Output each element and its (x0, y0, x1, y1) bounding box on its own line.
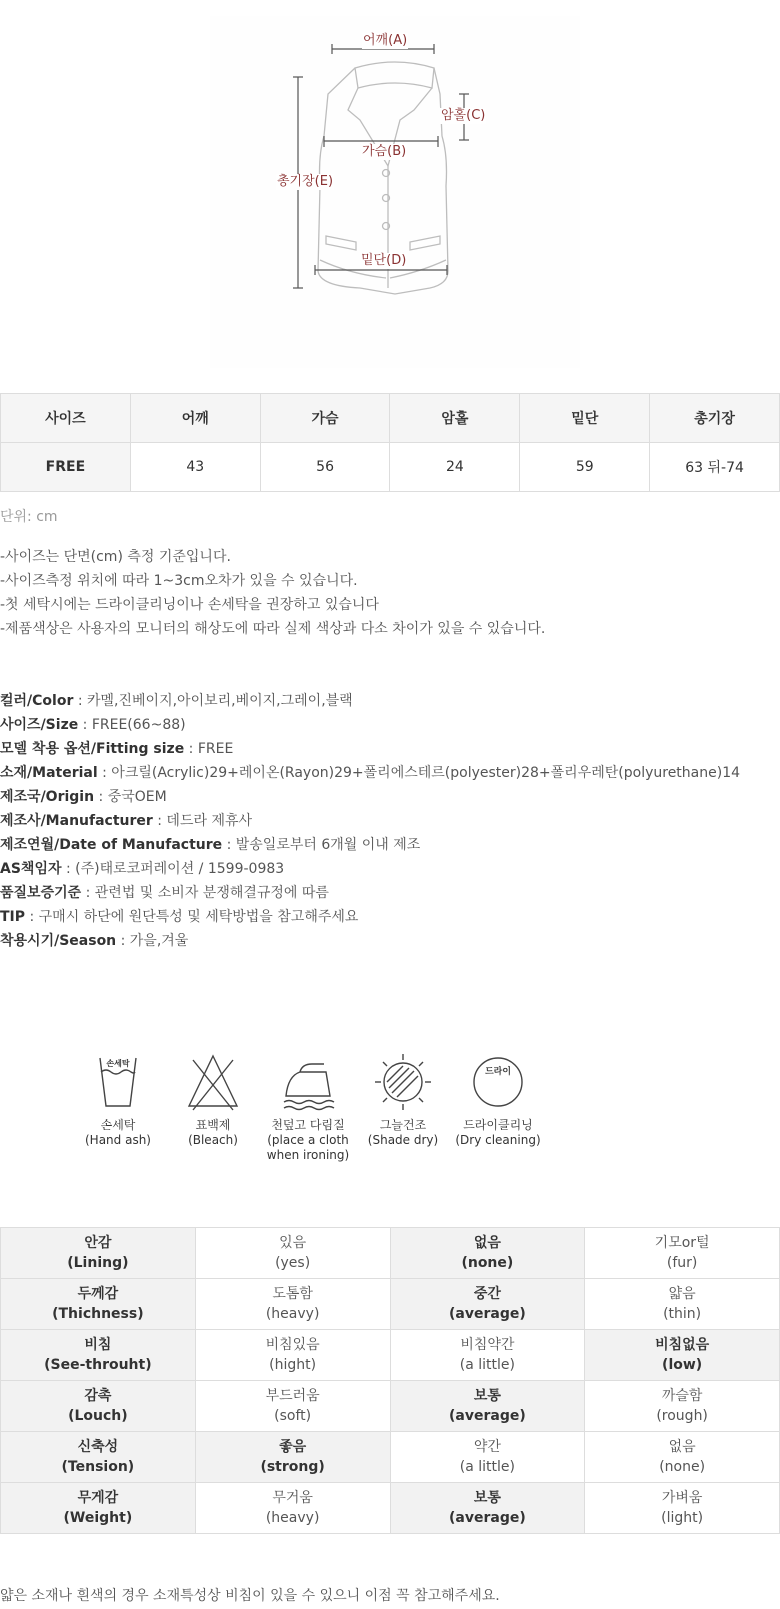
length-value: 63 뒤-74 (650, 443, 780, 492)
attr-option: 얇음 (thin) (585, 1279, 780, 1330)
spec-quality: 품질보증기준 : 관련법 및 소비자 분쟁해결규정에 따름 (0, 885, 329, 901)
unit-label: 단위: cm (0, 509, 58, 525)
table-row (1, 1483, 780, 1534)
care-no-bleach: 표백제 (Bleach) (165, 1052, 261, 1148)
attr-name: 안감 (Lining) (1, 1228, 196, 1279)
attr-name: 두께감 (Thichness) (1, 1279, 196, 1330)
spec-color: 컬러/Color : 카멜,진베이지,아이보리,베이지,그레이,블랙 (0, 693, 353, 709)
attr-option: 도톰함 (heavy) (195, 1279, 390, 1330)
header-armhole: 암홀 (390, 394, 520, 443)
spec-as: AS책임자 : (주)태로코퍼레이션 / 1599-0983 (0, 861, 285, 877)
attr-name: 신축성 (Tension) (1, 1432, 196, 1483)
transparency-note: 얇은 소재나 흰색의 경우 소재특성상 비침이 있을 수 있으니 이점 꼭 참고해주세요. (0, 1588, 500, 1604)
no-bleach-icon (183, 1052, 243, 1112)
attr-option: 무거움 (heavy) (195, 1483, 390, 1534)
table-row (1, 1228, 780, 1279)
attr-name: 감촉 (Louch) (1, 1381, 196, 1432)
size-value: FREE (1, 443, 131, 492)
spec-origin: 제조국/Origin : 중국OEM (0, 789, 167, 805)
attr-option-selected: 보통 (average) (390, 1483, 585, 1534)
svg-text:드라이: 드라이 (484, 1067, 512, 1077)
size-notes (0, 545, 545, 641)
measurement-diagram (210, 16, 580, 368)
armhole-label: 암홀(C) (441, 108, 486, 123)
care-shade-dry: 그늘건조 (Shade dry) (355, 1052, 451, 1148)
armhole-value: 24 (390, 443, 520, 492)
attr-option-selected: 중간 (average) (390, 1279, 585, 1330)
hem-label: 밑단(D) (361, 253, 407, 268)
spec-date: 제조연월/Date of Manufacture : 발송일로부터 6개월 이내 제조 (0, 837, 421, 853)
size-table (0, 393, 780, 492)
attr-option: 가벼움 (light) (585, 1483, 780, 1534)
header-shoulder: 어깨 (130, 394, 260, 443)
chest-label: 가슴(B) (362, 144, 407, 159)
attr-option: 있음 (yes) (195, 1228, 390, 1279)
care-hand-wash: 손세탁 손세탁 (Hand ash) (70, 1052, 166, 1148)
attr-option-selected: 없음 (none) (390, 1228, 585, 1279)
table-row (1, 1381, 780, 1432)
shoulder-value: 43 (130, 443, 260, 492)
attr-option: 비침있음 (hight) (195, 1330, 390, 1381)
chest-value: 56 (260, 443, 390, 492)
hand-wash-icon (88, 1052, 148, 1112)
attr-name: 무게감 (Weight) (1, 1483, 196, 1534)
attr-option-selected: 비침없음 (low) (585, 1330, 780, 1381)
attr-name: 비침 (See-throuht) (1, 1330, 196, 1381)
attr-option: 비침약간 (a little) (390, 1330, 585, 1381)
table-row (1, 1432, 780, 1483)
attr-option: 기모or털 (fur) (585, 1228, 780, 1279)
product-specs (0, 689, 740, 953)
note-line: -제품색상은 사용자의 모니터의 해상도에 따라 실제 색상과 다소 차이가 있을 수 있습니다. (0, 621, 546, 637)
note-line: -사이즈측정 위치에 따라 1~3cm오차가 있을 수 있습니다. (0, 573, 358, 589)
attr-option: 없음 (none) (585, 1432, 780, 1483)
spec-size: 사이즈/Size : FREE(66~88) (0, 717, 186, 733)
note-line: -첫 세탁시에는 드라이클리닝이나 손세탁을 권장하고 있습니다 (0, 597, 379, 613)
dry-clean-icon (468, 1052, 528, 1112)
hem-value: 59 (520, 443, 650, 492)
size-table-header (1, 394, 780, 443)
spec-season: 착용시기/Season : 가을,겨울 (0, 933, 189, 949)
header-chest: 가슴 (260, 394, 390, 443)
table-row (1, 1330, 780, 1381)
spec-manufacturer: 제조사/Manufacturer : 데드라 제휴사 (0, 813, 253, 829)
spec-fitting-size: 모델 착용 옵션/Fitting size : FREE (0, 741, 234, 757)
shoulder-label: 어깨(A) (363, 33, 408, 48)
care-instructions (70, 1052, 540, 1182)
spec-material: 소재/Material : 아크릴(Acrylic)29+레이온(Rayon)29+폴리에스테르(polyester)28+폴리우레탄(polyurethane)14 (0, 765, 741, 781)
length-label: 총기장(E) (277, 174, 334, 189)
attr-option-selected: 좋음 (strong) (195, 1432, 390, 1483)
attr-option: 까슬함 (rough) (585, 1381, 780, 1432)
care-iron: 천덮고 다림질 (place a cloth when ironing) (260, 1052, 356, 1163)
vest-outline-icon (210, 16, 580, 368)
attr-option: 약간 (a little) (390, 1432, 585, 1483)
attr-option: 부드러움 (soft) (195, 1381, 390, 1432)
header-length: 총기장 (650, 394, 780, 443)
care-dry-clean: 드라이 드라이클리닝 (Dry cleaning) (450, 1052, 546, 1148)
fabric-attribute-table (0, 1227, 780, 1534)
iron-with-cloth-icon (278, 1052, 338, 1112)
header-hem: 밑단 (520, 394, 650, 443)
shade-dry-icon (373, 1052, 433, 1112)
spec-tip: TIP : 구매시 하단에 원단특성 및 세탁방법을 참고해주세요 (0, 909, 359, 925)
note-line: -사이즈는 단면(cm) 측정 기준입니다. (0, 549, 231, 565)
table-row (1, 443, 780, 492)
svg-text:손세탁: 손세탁 (106, 1059, 130, 1068)
table-row (1, 1279, 780, 1330)
header-size: 사이즈 (1, 394, 131, 443)
attr-option-selected: 보통 (average) (390, 1381, 585, 1432)
